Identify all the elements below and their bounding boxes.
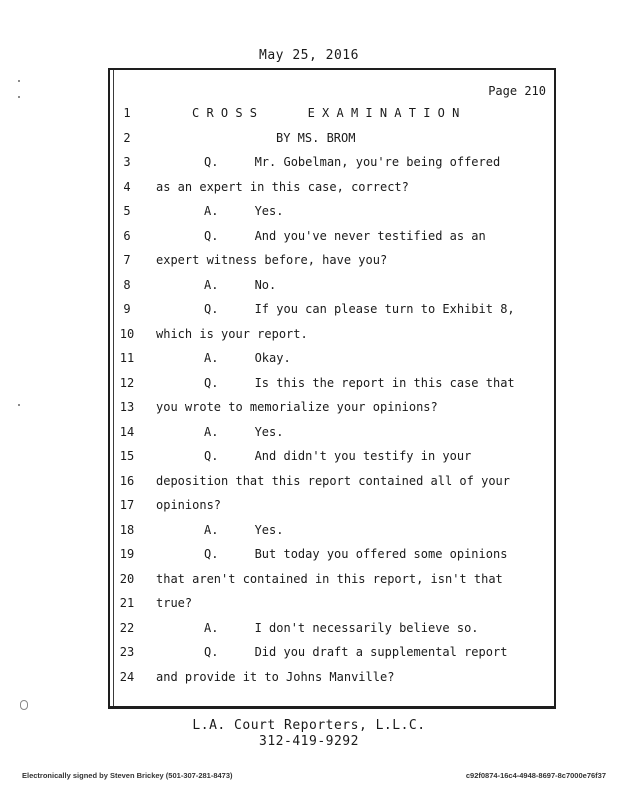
scan-speck	[20, 700, 28, 710]
line-text: and provide it to Johns Manville?	[156, 669, 395, 684]
line-text: you wrote to memorialize your opinions?	[156, 400, 438, 414]
line-number: 9	[123, 302, 131, 316]
line-text: Q. But today you offered some opinions	[204, 547, 508, 561]
electronic-signature-note: Electronically signed by Steven Brickey (501-307-281-8473)	[22, 771, 233, 780]
transcript-line	[110, 547, 554, 571]
transcript-line	[110, 155, 554, 179]
document-hash: c92f0874-16c4-4948-8697-8c7000e76f37	[465, 771, 606, 780]
line-number: 22	[119, 620, 135, 635]
line-number: 10	[119, 326, 135, 341]
scan-speck	[18, 80, 20, 82]
line-text: A. Okay.	[204, 351, 291, 365]
line-number: 13	[119, 400, 135, 414]
transcript-line	[110, 645, 554, 669]
line-number: 23	[119, 645, 135, 659]
line-text: Q. And didn't you testify in your	[204, 449, 472, 463]
line-text: C R O S S E X A M I N A T I O N	[192, 106, 460, 120]
line-text: deposition that this report contained all of your	[156, 473, 511, 488]
line-number: 20	[119, 571, 135, 586]
transcript-line	[110, 670, 554, 694]
line-number: 4	[123, 179, 131, 194]
transcript-line	[110, 278, 554, 302]
line-number: 6	[123, 228, 131, 243]
line-text: Q. Is this the report in this case that	[204, 375, 515, 390]
line-number: 7	[123, 253, 131, 267]
line-text: that aren't contained in this report, isn't that	[156, 571, 503, 586]
transcript-line	[110, 131, 554, 155]
court-reporter-name: L.A. Court Reporters, L.L.C.	[192, 718, 426, 733]
line-text: A. No.	[204, 277, 277, 292]
line-number: 2	[123, 130, 131, 145]
transcript-line	[110, 425, 554, 449]
line-number: 11	[119, 351, 135, 365]
scan-speck	[18, 96, 20, 98]
line-text: A. Yes.	[204, 424, 284, 439]
line-number: 14	[119, 424, 135, 439]
transcript-line	[110, 449, 554, 473]
line-text: Q. Did you draft a supplemental report	[204, 645, 508, 659]
line-number: 1	[123, 106, 131, 120]
transcript-line	[110, 498, 554, 522]
transcript-line	[110, 474, 554, 498]
transcript-line	[110, 621, 554, 645]
transcript-line	[110, 376, 554, 400]
transcript-line	[110, 229, 554, 253]
line-number: 18	[119, 522, 135, 537]
line-number: 8	[123, 277, 131, 292]
court-reporter-phone: 312-419-9292	[259, 734, 359, 749]
transcript-line	[110, 327, 554, 351]
transcript-line	[110, 351, 554, 375]
transcript-line	[110, 302, 554, 326]
transcript-line	[110, 106, 554, 130]
transcript-line	[110, 253, 554, 277]
line-number: 5	[123, 204, 131, 218]
line-text: expert witness before, have you?	[156, 253, 388, 267]
line-text: opinions?	[156, 498, 222, 512]
line-number: 19	[119, 547, 135, 561]
line-number: 15	[119, 449, 135, 463]
line-text: true?	[156, 596, 193, 610]
line-number: 17	[119, 498, 135, 512]
line-number: 3	[123, 155, 131, 169]
line-number: 21	[119, 596, 135, 610]
line-text: A. Yes.	[204, 522, 284, 537]
line-text: which is your report.	[156, 326, 308, 341]
page-number: Page 210	[488, 84, 546, 98]
line-text: Q. If you can please turn to Exhibit 8,	[204, 302, 515, 316]
line-number: 24	[119, 669, 135, 684]
transcript-page	[108, 68, 556, 709]
line-text: A. I don't necessarily believe so.	[204, 620, 479, 635]
transcript-line	[110, 180, 554, 204]
transcript-line	[110, 572, 554, 596]
line-text: A. Yes.	[204, 204, 284, 218]
line-text: BY MS. BROM	[276, 130, 356, 145]
scan-speck	[18, 404, 20, 406]
line-number: 16	[119, 473, 135, 488]
line-number: 12	[119, 375, 135, 390]
line-text: as an expert in this case, correct?	[156, 179, 409, 194]
transcript-line	[110, 523, 554, 547]
transcript-line	[110, 400, 554, 424]
line-text: Q. And you've never testified as an	[204, 228, 486, 243]
transcript-line	[110, 204, 554, 228]
line-text: Q. Mr. Gobelman, you're being offered	[204, 155, 501, 169]
transcript-line	[110, 596, 554, 620]
header-date: May 25, 2016	[259, 48, 359, 63]
